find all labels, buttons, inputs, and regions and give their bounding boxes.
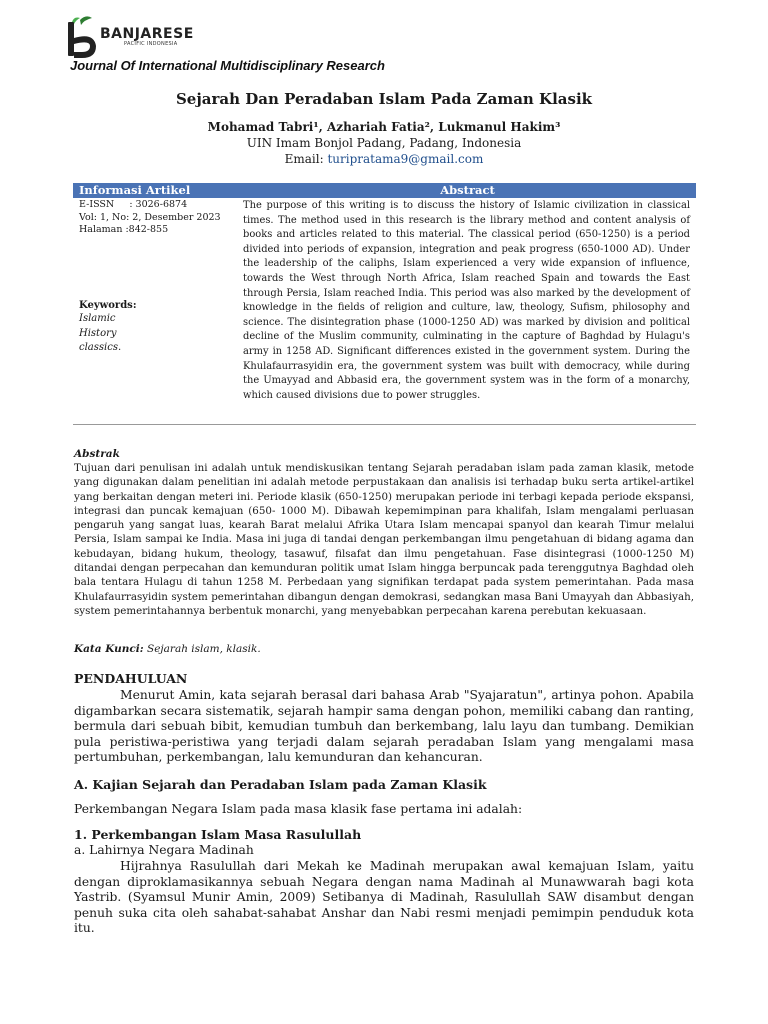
info-header-right: Abstract	[440, 183, 495, 197]
info-header-left: Informasi Artikel	[79, 183, 191, 197]
keyword-item: Islamic	[79, 313, 116, 324]
email-line	[0, 152, 768, 166]
abstract-english: The purpose of this writing is to discuss the history of Islamic civilization in classical times. The method used in this research is the library method and content analysis of books and articles related to this material. The classical period (650-1250) is a period divided into periods of expansion, integration and peak progress (650-1000 AD). Under the leadership of the caliphs, Islam experienced a very wide expansion of influence, towards the West through North Africa, Islam reached Spain and towards the East through Persia, Islam reached India. This period was also marked by the development of knowledge in the fields of religion and culture, law, theology, Sufism, philosophy and science. The disintegration phase (1000-1250 AD) was marked by division and political decline of the Muslim community, culminating in the capture of Baghdad by Hulagu's army in 1258 AD. Significant differences existed in the government system. During the Khulafaurrasyidin era, the government system was built with democracy, while during the Umayyad and Abbasid era, the government system was in the form of a monarchy, which caused divisions due to power struggles.	[243, 200, 690, 401]
article-info	[79, 199, 239, 356]
logo-name: BANJARESE	[100, 26, 194, 42]
email-link[interactable]: turipratama9@gmail.com	[327, 152, 484, 166]
affiliation: UIN Imam Bonjol Padang, Padang, Indonesia	[246, 136, 522, 150]
kata-kunci-values: Sejarah islam, klasik.	[143, 643, 261, 655]
email-label: Email:	[284, 152, 328, 166]
article-title: Sejarah Dan Peradaban Islam Pada Zaman Klasik	[175, 90, 593, 108]
sub-heading-a: a. Lahirnya Negara Madinah	[74, 843, 254, 857]
kata-kunci-label: Kata Kunci:	[74, 643, 144, 655]
keyword-item: History	[79, 327, 117, 339]
paragraph-pendahuluan: Menurut Amin, kata sejarah berasal dari bahasa Arab "Syajaratun", artinya pohon. Apabila digambarkan secara sistematik, sejarah hampir sama dengan pohon, memiliki cabang dan ranting, bermula dari sebuah bibit, kemudian tumbuh dan berkembang, lalu layu dan tumbang. Demikian pula peristiwa-peristiwa yang terjadi dalam sejarah peradaban Islam yang mengalami masa pertumbuhan, perkembangan, lalu kemunduran dan kehancuran.	[74, 688, 694, 765]
pages: Halaman :842-855	[79, 224, 169, 235]
section-a-intro: Perkembangan Negara Islam pada masa klasik fase pertama ini adalah:	[74, 802, 523, 816]
paragraph-hijrah: Hijrahnya Rasulullah dari Mekah ke Madinah merupakan awal kemajuan Islam, yaitu dengan diproklamasikannya sebuah Negara dengan nama Madinah al Munawwarah bagi kota Yastrib. (Syamsul Munir Amin, 2009) Setibanya di Madinah, Rasulullah SAW disambut dengan penuh suka cita oleh sahabat-sahabat Anshar dan Nabi resmi menjadi pemimpin penduduk kota itu.	[74, 859, 694, 936]
logo-subtitle: PACIFIC INDONESIA	[124, 41, 178, 47]
heading-section-a: A. Kajian Sejarah dan Peradaban Islam pada Zaman Klasik	[74, 777, 487, 792]
volume: Vol: 1, No: 2, Desember 2023	[79, 211, 221, 223]
abstrak-label: Abstrak	[74, 448, 120, 460]
eissn: E-ISSN : 3026-6874	[79, 199, 188, 210]
keywords-label: Keywords:	[79, 299, 137, 311]
heading-pendahuluan: PENDAHULUAN	[74, 671, 188, 686]
kata-kunci	[74, 643, 261, 655]
heading-subsection-1: 1. Perkembangan Islam Masa Rasulullah	[74, 827, 362, 842]
abstrak-indonesian: Tujuan dari penulisan ini adalah untuk mendiskusikan tentang Sejarah peradaban islam pada zaman klasik, metode yang digunakan dalam penelitian ini adalah metode perpustakaan dan analisis isi terhadap buku serta artikel-artikel yang berkaitan dengan meteri ini. Periode klasik (650-1250) merupakan periode ini terbagi kepada periode ekspansi, integrasi dan puncak kemajuan (650- 1000 M). Dibawah kepemimpinan para khalifah, Islam mengalami perluasan pengaruh yang sangat luas, kearah Barat melalui Afrika Utara Islam mencapai spanyol dan kearah Timur melalui Persia, Islam sampai ke India. Masa ini juga di tandai dengan perkembangan ilmu pengetahuan di bidang agama dan kebudayan, bidang hukum, theology, tasawuf, filsafat dan ilmu pengetahuan. Fase disintegrasi (1000-1250 M) ditandai dengan perpecahan dan kemunduran politik umat Islam hingga berpuncak pada terenggutnya Baghdad oleh bala tentara Hulagu di tahun 1258 M. Perbedaan yang signifikan terdapat pada system pemerintahan. Pada masa Khulafaurrasyidin system pemerintahan dibangun dengan demokrasi, sedangkan masa Bani Umayyah dan Abbasiyah, system pemerintahannya berbentuk monarchi, yang menyebabkan perpecahan karena perebutan kekuasaan.	[74, 462, 694, 617]
keyword-item: classics.	[79, 342, 122, 353]
divider	[73, 424, 696, 425]
info-table-header	[73, 183, 696, 198]
authors: Mohamad Tabri¹, Azhariah Fatia², Lukmanul Hakim³	[207, 120, 561, 134]
journal-name: Journal Of International Multidisciplinary Research	[70, 58, 385, 73]
